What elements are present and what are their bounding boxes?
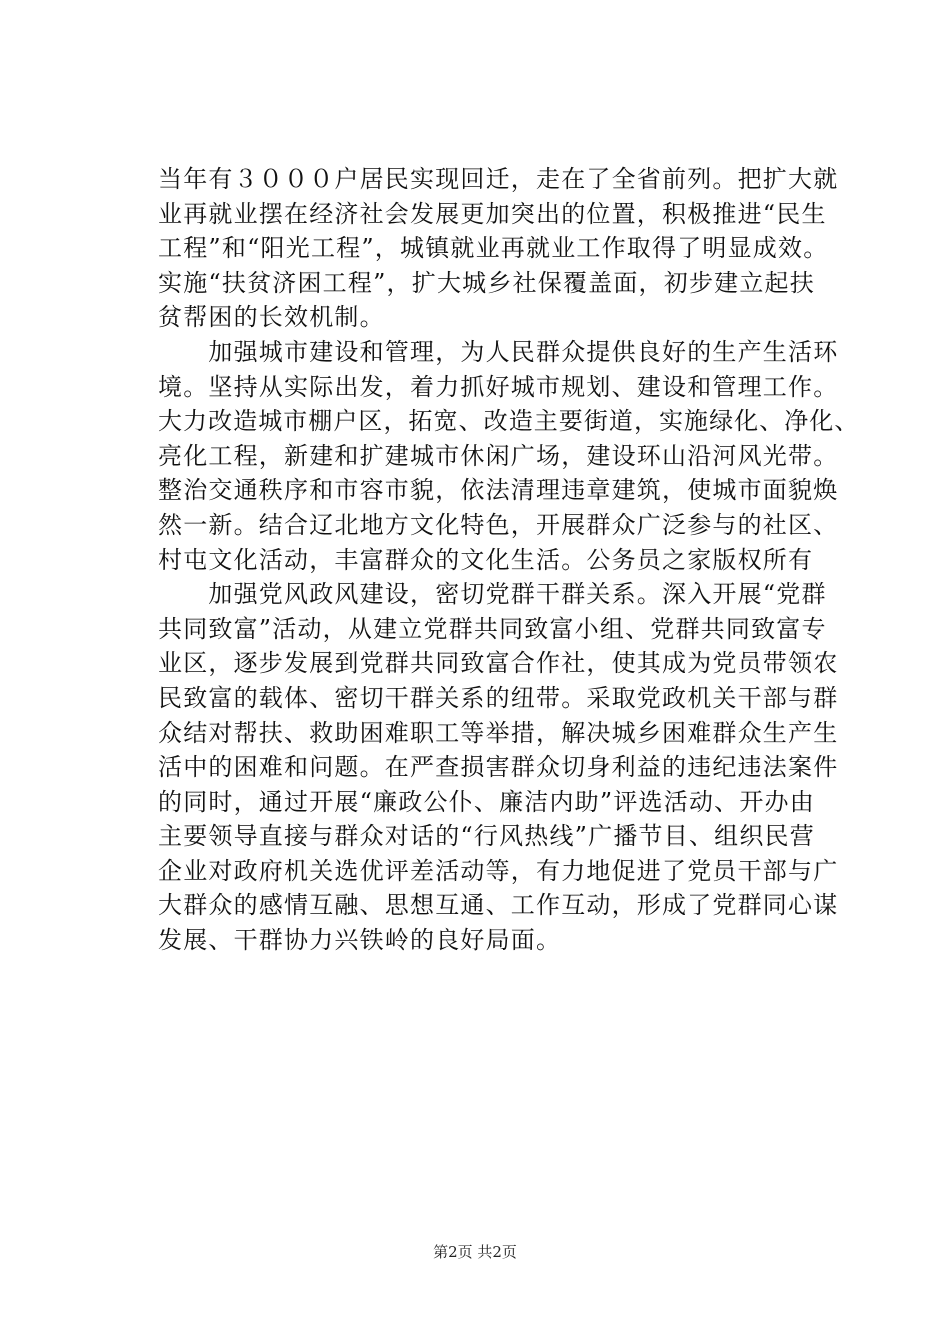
text-line: 加强城市建设和管理，为人民群众提供良好的生产生活环 [158,337,839,366]
text-line: 贫帮困的长效机制。 [158,303,385,332]
text-line: 整治交通秩序和市容市貌，依法清理违章建筑，使城市面貌焕 [158,476,839,505]
text-line: 业区，逐步发展到党群共同致富合作社，使其成为党员带领农 [158,649,839,678]
page-footer: 第2页 共2页 [433,1243,517,1261]
text-line: 大群众的感情互融、思想互通、工作互动，形成了党群同心谋 [158,891,839,920]
text-line: 业再就业摆在经济社会发展更加突出的位置，积极推进“民生 [158,199,827,228]
text-line: 当年有３０００户居民实现回迁，走在了全省前列。把扩大就 [158,165,839,193]
text-line: 主要领导直接与群众对话的“行风热线”广播节目、组织民营 [158,822,815,851]
text-line: 共同致富”活动，从建立党群共同致富小组、党群共同致富专 [158,614,827,643]
text-line: 然一新。结合辽北地方文化特色，开展群众广泛参与的社区、 [158,510,839,539]
text-line: 企业对政府机关选优评差活动等，有力地促进了党员干部与广 [158,856,839,885]
text-line: 亮化工程，新建和扩建城市休闲广场，建设环山沿河风光带。 [158,441,839,470]
body-text [158,162,858,958]
text-line: 发展、干群协力兴铁岭的良好局面。 [158,926,562,955]
text-line: 活中的困难和问题。在严查损害群众切身利益的违纪违法案件 [158,753,839,782]
text-line: 加强党风政风建设，密切党群干群关系。深入开展“党群 [158,580,827,609]
text-line: 大力改造城市棚户区，拓宽、改造主要街道，实施绿化、净化、 [158,407,860,436]
text-line: 村屯文化活动，丰富群众的文化生活。公务员之家版权所有 [158,545,814,574]
text-line: 众结对帮扶、救助困难职工等举措，解决城乡困难群众生产生 [158,718,839,747]
text-line: 境。坚持从实际出发，着力抓好城市规划、建设和管理工作。 [158,372,839,401]
text-line: 民致富的载体、密切干群关系的纽带。采取党政机关干部与群 [158,683,839,712]
text-line: 工程”和“阳光工程”，城镇就业再就业工作取得了明显成效。 [158,234,829,263]
text-line: 实施“扶贫济困工程”，扩大城乡社保覆盖面，初步建立起扶 [158,268,815,297]
text-line: 的同时，通过开展“廉政公仆、廉洁内助”评选活动、开办由 [158,787,815,816]
